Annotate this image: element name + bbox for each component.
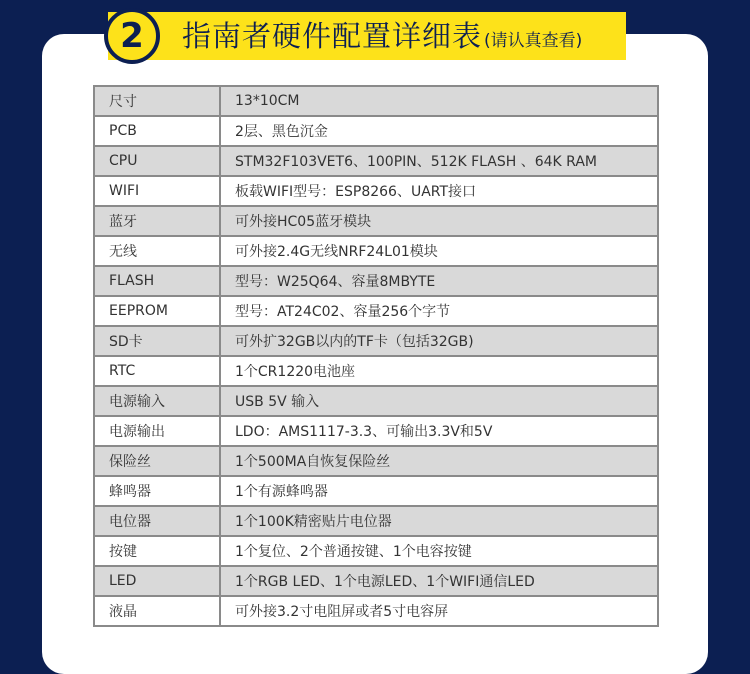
spec-row bbox=[94, 206, 658, 236]
spec-row bbox=[94, 506, 658, 536]
spec-row bbox=[94, 296, 658, 326]
spec-label: 蓝牙 bbox=[94, 206, 220, 236]
spec-value: STM32F103VET6、100PIN、512K FLASH 、64K RAM bbox=[220, 146, 658, 176]
spec-value: 1个500MA自恢复保险丝 bbox=[220, 446, 658, 476]
spec-row bbox=[94, 416, 658, 446]
spec-value: 1个100K精密贴片电位器 bbox=[220, 506, 658, 536]
spec-label: CPU bbox=[94, 146, 220, 176]
spec-row bbox=[94, 356, 658, 386]
spec-row bbox=[94, 536, 658, 566]
spec-value: 1个有源蜂鸣器 bbox=[220, 476, 658, 506]
spec-row bbox=[94, 116, 658, 146]
spec-label: 按键 bbox=[94, 536, 220, 566]
spec-label: EEPROM bbox=[94, 296, 220, 326]
spec-row bbox=[94, 146, 658, 176]
spec-label: 无线 bbox=[94, 236, 220, 266]
spec-value: 1个复位、2个普通按键、1个电容按键 bbox=[220, 536, 658, 566]
page-subtitle: (请认真查看) bbox=[484, 31, 583, 51]
spec-label: 电源输出 bbox=[94, 416, 220, 446]
section-banner bbox=[108, 12, 626, 60]
spec-label: WIFI bbox=[94, 176, 220, 206]
spec-label: PCB bbox=[94, 116, 220, 146]
spec-label: FLASH bbox=[94, 266, 220, 296]
spec-label: SD卡 bbox=[94, 326, 220, 356]
spec-value: 可外扩32GB以内的TF卡（包括32GB) bbox=[220, 326, 658, 356]
spec-label: RTC bbox=[94, 356, 220, 386]
spec-value: 型号：W25Q64、容量8MBYTE bbox=[220, 266, 658, 296]
spec-value: 可外接HC05蓝牙模块 bbox=[220, 206, 658, 236]
spec-row bbox=[94, 446, 658, 476]
section-number-badge: 2 bbox=[104, 8, 160, 64]
spec-value: LDO：AMS1117-3.3、可输出3.3V和5V bbox=[220, 416, 658, 446]
spec-label: 电位器 bbox=[94, 506, 220, 536]
spec-label: LED bbox=[94, 566, 220, 596]
spec-row bbox=[94, 176, 658, 206]
spec-value: USB 5V 输入 bbox=[220, 386, 658, 416]
spec-label: 尺寸 bbox=[94, 86, 220, 116]
spec-row bbox=[94, 476, 658, 506]
spec-value: 板载WIFI型号：ESP8266、UART接口 bbox=[220, 176, 658, 206]
spec-row bbox=[94, 326, 658, 356]
spec-row bbox=[94, 266, 658, 296]
spec-value: 13*10CM bbox=[220, 86, 658, 116]
spec-value: 2层、黑色沉金 bbox=[220, 116, 658, 146]
spec-row bbox=[94, 236, 658, 266]
spec-label: 电源输入 bbox=[94, 386, 220, 416]
spec-value: 1个CR1220电池座 bbox=[220, 356, 658, 386]
spec-row bbox=[94, 566, 658, 596]
spec-value: 1个RGB LED、1个电源LED、1个WIFI通信LED bbox=[220, 566, 658, 596]
spec-row bbox=[94, 86, 658, 116]
spec-row bbox=[94, 386, 658, 416]
page-title: 指南者硬件配置详细表 bbox=[182, 19, 483, 53]
spec-value: 型号：AT24C02、容量256个字节 bbox=[220, 296, 658, 326]
banner-title bbox=[182, 16, 582, 56]
spec-value: 可外接2.4G无线NRF24L01模块 bbox=[220, 236, 658, 266]
spec-label: 蜂鸣器 bbox=[94, 476, 220, 506]
spec-label: 液晶 bbox=[94, 596, 220, 626]
spec-row bbox=[94, 596, 658, 626]
spec-label: 保险丝 bbox=[94, 446, 220, 476]
spec-table bbox=[93, 85, 659, 627]
spec-value: 可外接3.2寸电阻屏或者5寸电容屏 bbox=[220, 596, 658, 626]
